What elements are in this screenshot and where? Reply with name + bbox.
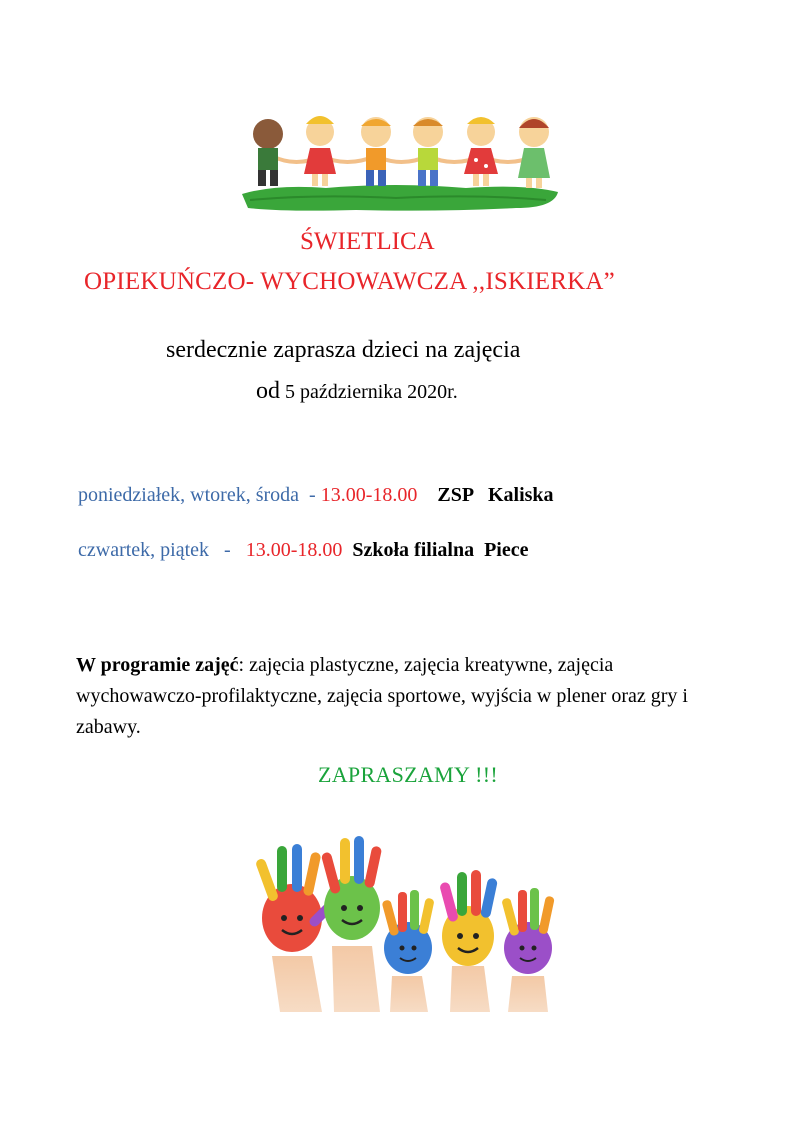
date-text: 5 października 2020r. — [280, 381, 458, 403]
program-paragraph — [76, 650, 736, 743]
program-text: : zajęcia plastyczne, zajęcia kreatywne, zajęcia wychowawczo-profilaktyczne, zajęcia sportowe, wyjścia w plener oraz gry i zabawy. — [76, 654, 688, 738]
schedule-place: ZSP Kaliska — [417, 484, 554, 506]
children-illustration — [236, 108, 566, 218]
title-line-1: ŚWIETLICA — [300, 228, 435, 255]
schedule-row — [78, 484, 554, 507]
schedule-place: Szkoła filialna Piece — [342, 539, 529, 561]
schedule-days: poniedziałek, wtorek, środa - — [78, 484, 321, 506]
schedule-hours: 13.00-18.00 — [245, 539, 343, 561]
schedule-hours: 13.00-18.00 — [320, 484, 418, 506]
program-label: W programie zajęć — [76, 654, 239, 676]
painted-hands-illustration — [222, 836, 592, 1012]
start-date-line — [256, 378, 458, 405]
title-line-2: OPIEKUŃCZO- WYCHOWAWCZA ,,ISKIERKA” — [84, 268, 615, 295]
closing-text: ZAPRASZAMY !!! — [318, 762, 498, 787]
date-prefix: od — [256, 378, 280, 404]
schedule-days: czwartek, piątek - — [78, 539, 246, 561]
invite-line: serdecznie zaprasza dzieci na zajęcia — [166, 337, 521, 363]
schedule-row — [78, 539, 528, 562]
